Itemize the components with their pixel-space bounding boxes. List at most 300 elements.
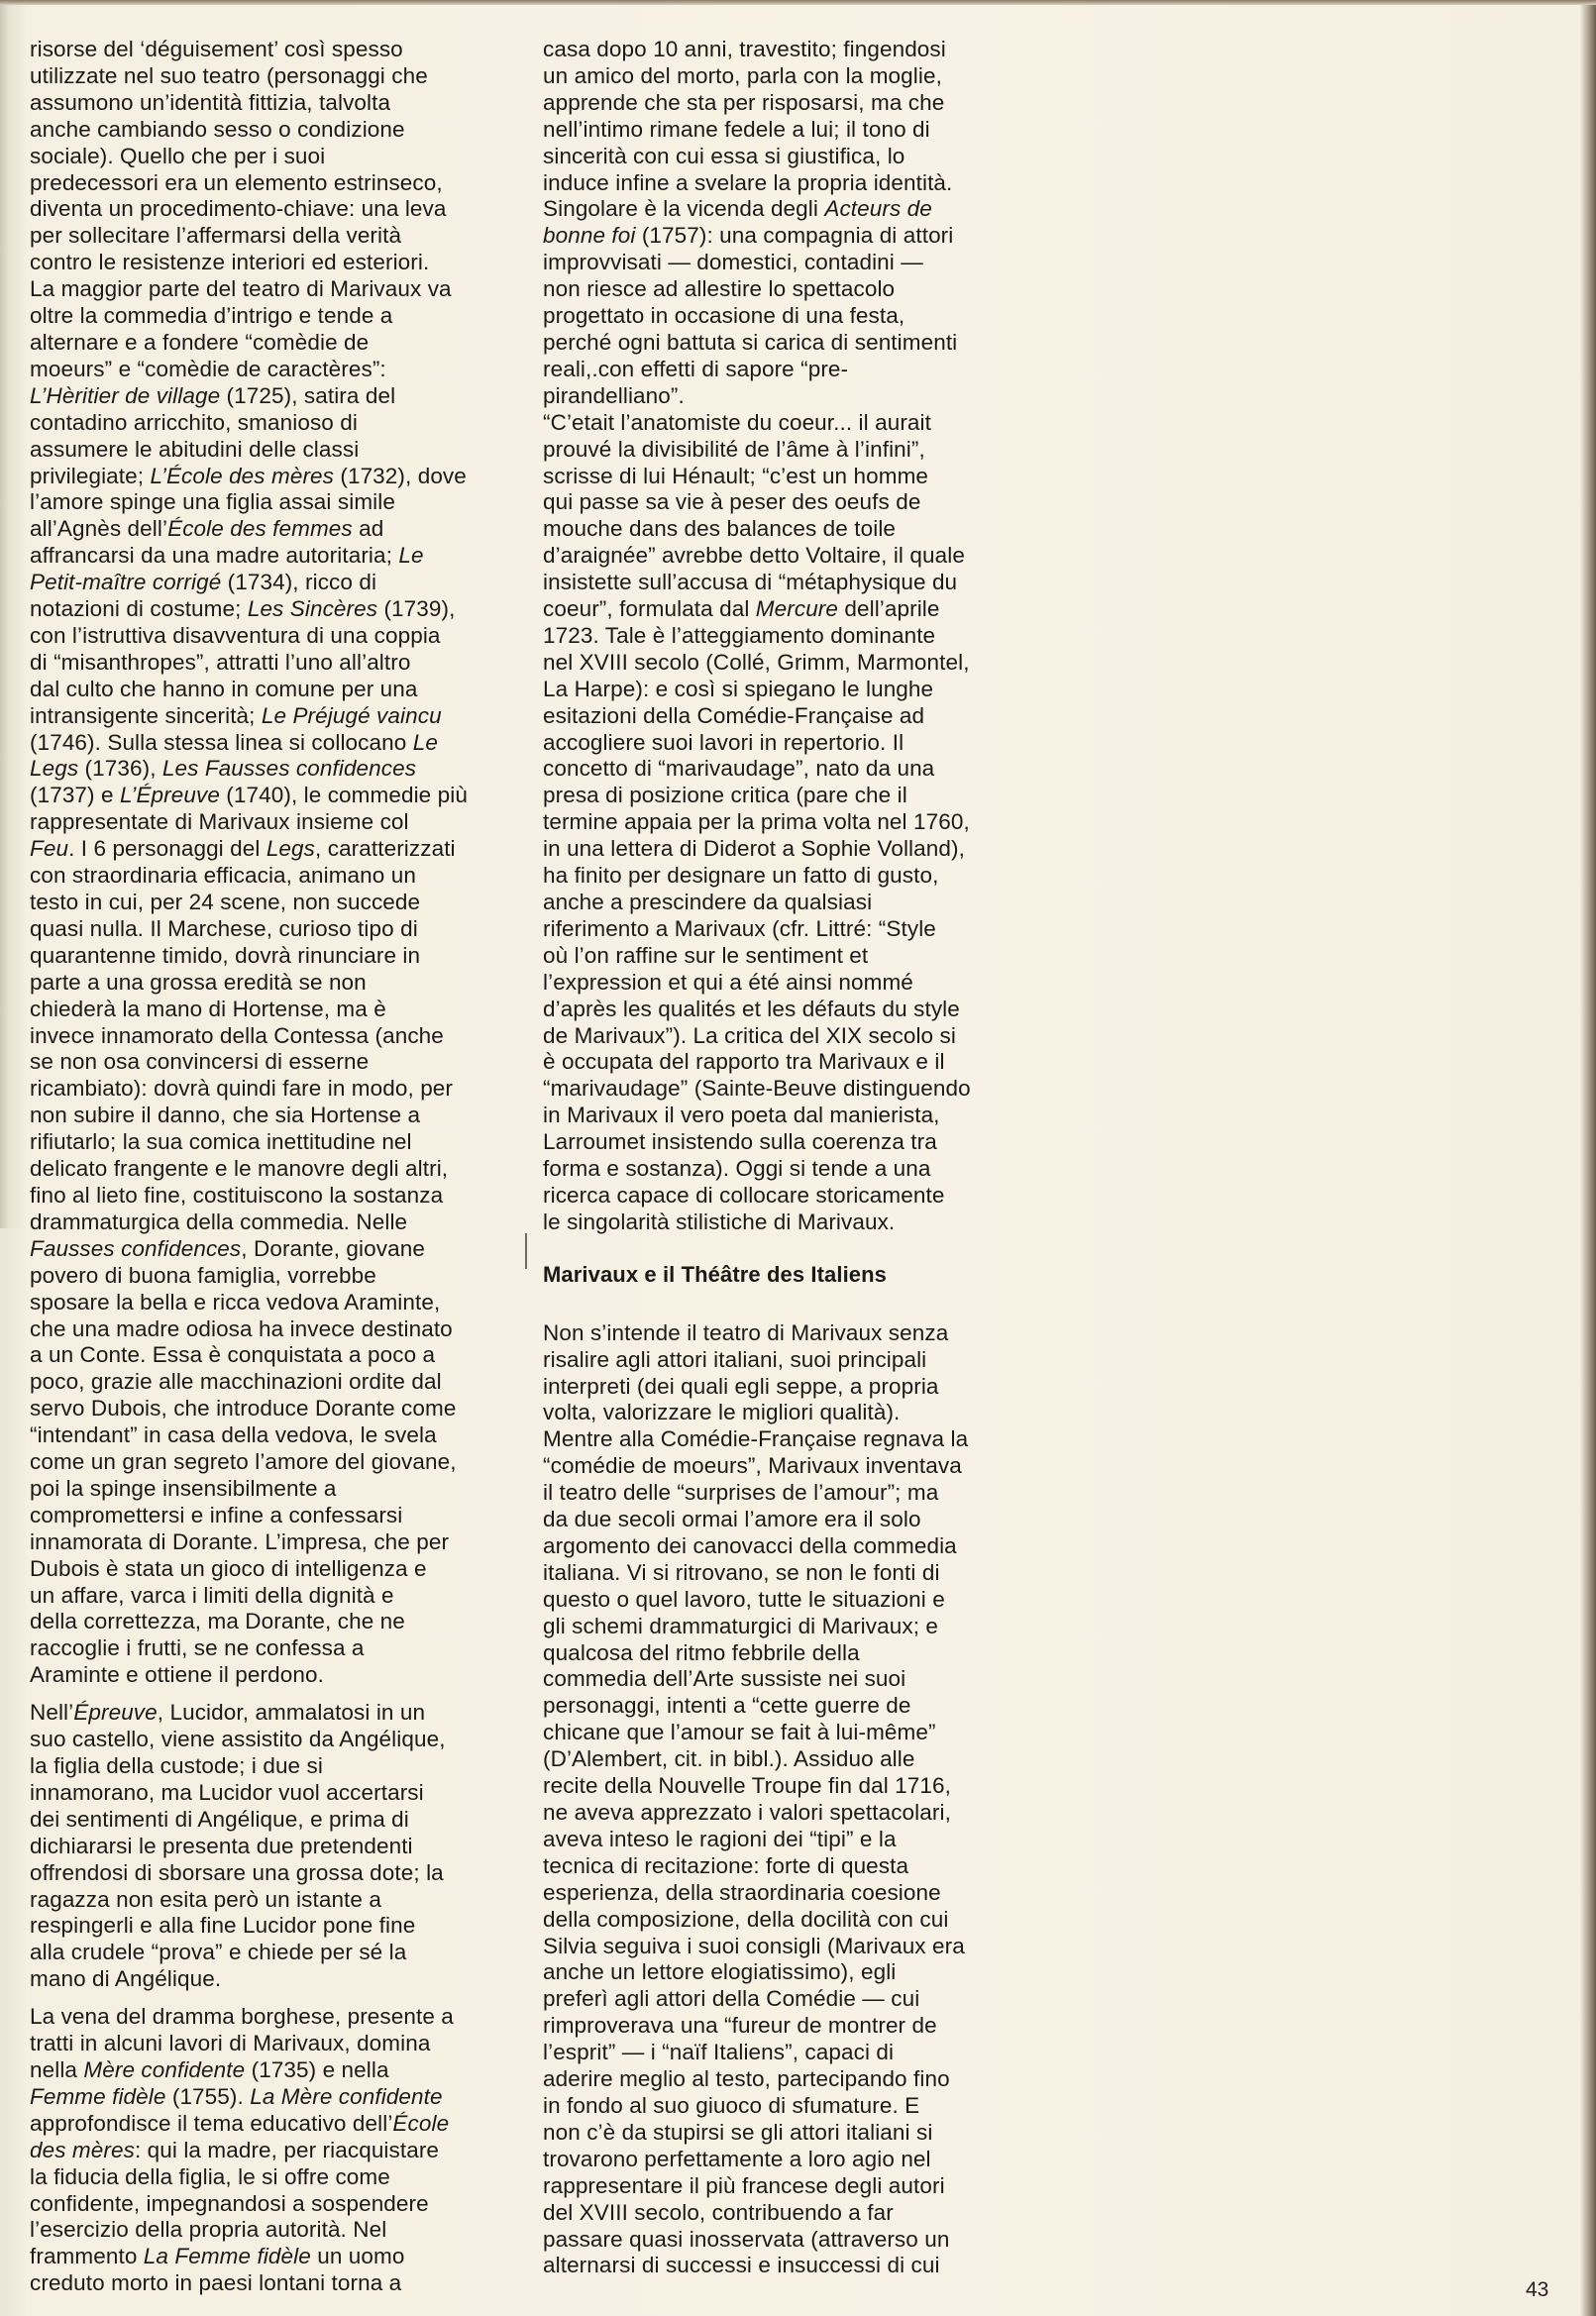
text-line bbox=[30, 1780, 515, 1807]
text-run: se non osa convincersi di esserne bbox=[30, 1049, 370, 1075]
italic-title: Le bbox=[398, 543, 424, 569]
text-line bbox=[30, 783, 515, 809]
text-line bbox=[543, 997, 1028, 1023]
italic-title: Petit-maître corrigé bbox=[30, 570, 222, 595]
text-run: testo in cui, per 24 scene, non succede bbox=[30, 890, 421, 914]
text-line bbox=[30, 1476, 515, 1503]
text-run: apprende che sta per risposarsi, ma che bbox=[543, 89, 945, 115]
text-run: innamorata di Dorante. L’impresa, che per bbox=[30, 1528, 450, 1554]
text-line bbox=[543, 170, 1028, 197]
text-line bbox=[30, 1396, 515, 1422]
text-line bbox=[543, 330, 1028, 357]
text-run: ha finito per designare un fatto di gusto, bbox=[543, 863, 939, 889]
italic-title: Feu bbox=[30, 836, 69, 862]
text-line bbox=[30, 63, 515, 90]
text-run: poco, grazie alle macchinazioni ordite dal bbox=[30, 1369, 442, 1395]
text-run: , caratterizzati bbox=[315, 836, 456, 862]
text-run: creduto morto in paesi lontani torna a bbox=[30, 2270, 402, 2296]
text-run: trovarono perfettamente a loro agio nel bbox=[543, 2146, 931, 2171]
text-run: con l’istruttiva disavventura di una coppia bbox=[30, 622, 441, 648]
text-line bbox=[30, 357, 515, 383]
text-run: “comédie de moeurs”, Marivaux inventava bbox=[543, 1453, 962, 1479]
text-run: Nell’ bbox=[30, 1700, 74, 1726]
text-run: innamorano, ma Lucidor vuol accertarsi bbox=[30, 1779, 424, 1805]
text-line bbox=[30, 2244, 515, 2270]
text-line bbox=[30, 276, 515, 303]
text-line bbox=[30, 1807, 515, 1834]
text-run: La maggior parte del teatro di Marivaux va bbox=[30, 276, 452, 302]
text-run: confidente, impegnandosi a sospendere bbox=[30, 2190, 429, 2216]
text-line bbox=[543, 1614, 1028, 1640]
text-line bbox=[30, 1449, 515, 1476]
text-line bbox=[30, 863, 515, 890]
text-run: intransigente sincerità; bbox=[30, 702, 262, 728]
text-run: scrisse di lui Hénault; “c’est un homme bbox=[543, 463, 929, 488]
text-run: italiana. Vi si ritrovano, se non le fonti di bbox=[543, 1559, 940, 1585]
text-run: assumere le abitudini delle classi bbox=[30, 436, 360, 462]
text-run: insistette sull’accusa di “métaphysique du bbox=[543, 570, 958, 595]
text-run: non riesce ad allestire lo spettacolo bbox=[543, 276, 896, 302]
text-line bbox=[30, 2084, 515, 2111]
italic-title: École bbox=[392, 2110, 450, 2136]
text-line bbox=[30, 1076, 515, 1103]
text-line bbox=[30, 703, 515, 730]
text-run: dichiararsi le presenta due pretendenti bbox=[30, 1833, 413, 1858]
italic-title: L’Hèritier de village bbox=[30, 382, 221, 408]
text-line bbox=[543, 2227, 1028, 2254]
text-line bbox=[30, 1236, 515, 1263]
text-line bbox=[30, 1422, 515, 1449]
italic-title: L’École des mères bbox=[150, 463, 335, 488]
text-line bbox=[30, 2057, 515, 2084]
text-line bbox=[543, 809, 1028, 836]
text-run: Mentre alla Comédie-Française regnava la bbox=[543, 1426, 969, 1452]
text-run: l’esercizio della propria autorità. Nel bbox=[30, 2217, 387, 2243]
text-run: quasi nulla. Il Marchese, curioso tipo di bbox=[30, 915, 418, 941]
text-line bbox=[30, 1290, 515, 1316]
text-line bbox=[543, 570, 1028, 596]
text-run: risorse del ‘déguisement’ così spesso bbox=[30, 37, 403, 61]
text-line bbox=[30, 90, 515, 117]
paragraph bbox=[30, 1700, 515, 1993]
text-run: le singolarità stilistiche di Marivaux. bbox=[543, 1209, 896, 1234]
text-line bbox=[30, 1609, 515, 1635]
text-run: anche a prescindere da qualsiasi bbox=[543, 890, 873, 914]
text-line bbox=[543, 916, 1028, 943]
text-run: . I 6 personaggi del bbox=[68, 836, 266, 862]
text-line bbox=[543, 1587, 1028, 1614]
text-run: sociale). Quello che per i suoi bbox=[30, 143, 326, 168]
text-run: l’esprit” — i “naïf Italiens”, capaci di bbox=[543, 2040, 895, 2065]
text-run: della composizione, della docilità con cui bbox=[543, 1906, 949, 1932]
text-line bbox=[543, 196, 1028, 223]
text-run: progettato in occasione di una festa, bbox=[543, 303, 905, 329]
text-run: dell’aprile bbox=[838, 596, 940, 622]
text-run: notazioni di costume; bbox=[30, 596, 248, 622]
text-run: rappresentare il più francese degli autori bbox=[543, 2172, 945, 2198]
italic-title: Les Sincères bbox=[247, 596, 378, 622]
text-line bbox=[543, 1853, 1028, 1880]
italic-title: Legs bbox=[30, 756, 79, 782]
text-line bbox=[543, 117, 1028, 144]
text-line bbox=[30, 2111, 515, 2138]
text-line bbox=[30, 890, 515, 916]
binding-gutter-shadow bbox=[0, 1228, 26, 2316]
text-run: personaggi, intenti a “cette guerre de bbox=[543, 1693, 911, 1719]
text-line bbox=[543, 1453, 1028, 1480]
text-run: come un gran segreto l’amore del giovane, bbox=[30, 1449, 457, 1475]
italic-title: bonne foi bbox=[543, 223, 636, 249]
text-line bbox=[543, 1800, 1028, 1827]
text-line bbox=[30, 623, 515, 650]
text-line bbox=[543, 2120, 1028, 2147]
text-run: : qui la madre, per riacquistare bbox=[134, 2137, 440, 2162]
text-line bbox=[543, 464, 1028, 490]
italic-title: Mercure bbox=[755, 596, 839, 622]
text-run: rifiutarlo; la sua comica inettitudine nel bbox=[30, 1129, 412, 1155]
text-line bbox=[30, 1753, 515, 1780]
text-line bbox=[30, 1210, 515, 1236]
text-run: ricerca capace di collocare storicamente bbox=[543, 1182, 945, 1208]
text-run: (1725), satira del bbox=[220, 382, 396, 408]
text-run: oltre la commedia d’intrigo e tende a bbox=[30, 303, 393, 329]
text-line bbox=[543, 890, 1028, 916]
italic-title: Fausses confidences bbox=[30, 1235, 242, 1261]
text-line bbox=[30, 1700, 515, 1727]
text-line bbox=[543, 1103, 1028, 1129]
text-line bbox=[543, 863, 1028, 890]
text-run: termine appaia per la prima volta nel 1760, bbox=[543, 809, 970, 835]
section-heading: Marivaux e il Théâtre des Italiens bbox=[543, 1261, 887, 1287]
text-run: di “misanthropes”, attratti l’uno all’altro bbox=[30, 649, 411, 675]
text-run: l’amore spinge una figlia assai simile bbox=[30, 489, 395, 515]
text-run: invece innamorato della Contessa (anche bbox=[30, 1022, 444, 1048]
text-run: (1755). bbox=[165, 2083, 251, 2109]
text-run: chiederà la mano di Hortense, ma è bbox=[30, 996, 386, 1021]
text-run: per sollecitare l’affermarsi della verità bbox=[30, 223, 402, 249]
text-line bbox=[30, 489, 515, 516]
text-line bbox=[30, 1834, 515, 1860]
text-run: nella bbox=[30, 2056, 84, 2082]
text-line bbox=[543, 2013, 1028, 2040]
text-run: la fiducia della figlia, le si offre come bbox=[30, 2163, 390, 2189]
text-line bbox=[543, 303, 1028, 330]
text-run: recite della Nouvelle Troupe fin dal 1716, bbox=[543, 1773, 951, 1799]
text-run: interpreti (dei quali egli seppe, a propria bbox=[543, 1373, 939, 1399]
text-line bbox=[30, 330, 515, 357]
text-run: rimproverava una “fureur de montrer de bbox=[543, 2013, 937, 2039]
text-run: chicane que l’amour se fait à lui-même” bbox=[543, 1720, 936, 1745]
text-line bbox=[543, 1907, 1028, 1934]
text-run: all’Agnès dell’ bbox=[30, 516, 168, 542]
text-line bbox=[543, 1773, 1028, 1800]
text-line bbox=[543, 1986, 1028, 2013]
text-run: diventa un procedimento-chiave: una leva bbox=[30, 196, 447, 222]
text-run: assumono un’identità fittizia, talvolta bbox=[30, 89, 391, 115]
text-line bbox=[543, 1507, 1028, 1533]
text-line bbox=[30, 117, 515, 144]
text-run: reali,.con effetti di sapore “pre- bbox=[543, 356, 849, 381]
text-run: prouvé la divisibilité de l’âme à l’infini”, bbox=[543, 436, 925, 462]
text-line bbox=[30, 1662, 515, 1689]
text-run: presa di posizione critica (pare che il bbox=[543, 783, 907, 808]
text-run: offrendosi di sborsare una grossa dote; la bbox=[30, 1859, 444, 1885]
text-run: parte a una grossa eredità se non bbox=[30, 969, 367, 995]
paragraph-gap bbox=[30, 1993, 515, 2004]
text-run: ne aveva apprezzato i valori spettacolari, bbox=[543, 1800, 951, 1825]
text-line bbox=[543, 437, 1028, 464]
text-run: rappresentate di Marivaux insieme col bbox=[30, 809, 409, 835]
text-run: (1740), le commedie più bbox=[219, 783, 468, 808]
text-run: Larroumet insistendo sulla coerenza tra bbox=[543, 1129, 937, 1155]
text-line bbox=[543, 144, 1028, 170]
text-line bbox=[30, 570, 515, 596]
text-run: (1739), bbox=[377, 596, 456, 622]
text-run: qui passe sa vie à peser des oeufs de bbox=[543, 489, 921, 515]
paragraph bbox=[543, 37, 1028, 1236]
text-line bbox=[543, 623, 1028, 650]
italic-title: Le Préjugé vaincu bbox=[261, 702, 442, 728]
text-line bbox=[30, 1887, 515, 1914]
text-line bbox=[543, 1183, 1028, 1210]
text-run: anche cambiando sesso o condizione bbox=[30, 116, 405, 142]
text-line bbox=[543, 90, 1028, 117]
text-run: “intendant” in casa della vedova, le svela bbox=[30, 1422, 437, 1448]
text-line bbox=[543, 1049, 1028, 1076]
text-line bbox=[543, 1400, 1028, 1426]
paragraph-gap bbox=[30, 1689, 515, 1700]
text-run: dei sentimenti di Angélique, e prima di bbox=[30, 1806, 409, 1832]
text-run: moeurs” e “comèdie de caractères”: bbox=[30, 356, 386, 381]
text-run: Singolare è la vicenda degli bbox=[543, 196, 825, 222]
text-run: contadino arricchito, smanioso di bbox=[30, 409, 358, 435]
text-line bbox=[543, 1210, 1028, 1236]
text-run: predecessori era un elemento estrinseco, bbox=[30, 169, 443, 195]
text-run: forma e sostanza). Oggi si tende a una bbox=[543, 1156, 931, 1182]
text-line bbox=[543, 836, 1028, 863]
text-run: il teatro delle “surprises de l’amour”; ma bbox=[543, 1480, 939, 1506]
text-run: compromettersi e infine a confessarsi bbox=[30, 1502, 403, 1527]
text-run: , Dorante, giovane bbox=[241, 1235, 425, 1261]
text-run: esperienza, della straordinaria coesione bbox=[543, 1879, 941, 1905]
text-run: è occupata del rapporto tra Marivaux e il bbox=[543, 1049, 945, 1075]
text-run: (1734), ricco di bbox=[221, 570, 377, 595]
text-run: perché ogni battuta si carica di sentimenti bbox=[543, 329, 958, 355]
text-run: con straordinaria efficacia, animano un bbox=[30, 863, 416, 889]
text-run: (1736), bbox=[78, 756, 162, 782]
text-line bbox=[30, 596, 515, 623]
text-run: (D’Alembert, cit. in bibl.). Assiduo alle bbox=[543, 1746, 915, 1772]
text-run: sincerità con cui essa si giustifica, lo bbox=[543, 143, 905, 168]
text-run: del XVIII secolo, contribuendo a far bbox=[543, 2199, 894, 2225]
italic-title: Femme fidèle bbox=[30, 2083, 166, 2109]
text-run: concetto di “marivaudage”, nato da una bbox=[543, 756, 935, 782]
text-run: affrancarsi da una madre autoritaria; bbox=[30, 543, 399, 569]
paragraph bbox=[30, 37, 515, 1689]
text-line bbox=[543, 1023, 1028, 1050]
text-line bbox=[543, 783, 1028, 809]
text-line bbox=[543, 1129, 1028, 1156]
text-run: d’après les qualités et les défauts du style bbox=[543, 996, 960, 1021]
text-line bbox=[543, 1880, 1028, 1907]
text-run: ad bbox=[352, 516, 384, 542]
page-top-edge bbox=[0, 0, 1596, 5]
text-run: alternare e a fondere “comèdie de bbox=[30, 329, 370, 355]
text-line bbox=[543, 677, 1028, 703]
italic-title: Acteurs de bbox=[824, 196, 932, 222]
text-line bbox=[543, 250, 1028, 276]
text-line bbox=[30, 303, 515, 330]
text-line bbox=[30, 1156, 515, 1183]
text-line bbox=[30, 1860, 515, 1887]
text-run: (1746). Sulla stessa linea si collocano bbox=[30, 729, 413, 755]
text-line bbox=[543, 1560, 1028, 1587]
text-line bbox=[543, 1720, 1028, 1746]
text-run: un affare, varca i limiti della dignità e bbox=[30, 1582, 394, 1608]
text-run: da due secoli ormai l’amore era il solo bbox=[543, 1507, 921, 1532]
text-line bbox=[30, 1913, 515, 1940]
text-run: ragazza non esita però un istante a bbox=[30, 1886, 381, 1912]
text-line bbox=[543, 223, 1028, 250]
text-run: induce infine a svelare la propria identità. bbox=[543, 169, 953, 195]
text-line bbox=[30, 2270, 515, 2297]
text-line bbox=[543, 2253, 1028, 2279]
text-run: alla crudele “prova” e chiede per sé la bbox=[30, 1940, 407, 1965]
text-run: volta, valorizzare le migliori qualità). bbox=[543, 1400, 901, 1425]
text-line bbox=[543, 2093, 1028, 2120]
text-run: (1732), dove bbox=[334, 463, 467, 488]
text-run: utilizzate nel suo teatro (personaggi che bbox=[30, 62, 428, 88]
text-line bbox=[30, 1503, 515, 1529]
text-run: mouche dans des balances de toile bbox=[543, 516, 897, 542]
text-line bbox=[30, 1316, 515, 1343]
page-number: 43 bbox=[1526, 2278, 1549, 2301]
text-line bbox=[543, 2147, 1028, 2173]
text-run: Non s’intende il teatro di Marivaux senza bbox=[543, 1319, 949, 1345]
text-line bbox=[543, 1480, 1028, 1507]
italic-title: Mère confidente bbox=[83, 2056, 246, 2082]
text-line bbox=[30, 1103, 515, 1129]
text-line bbox=[30, 997, 515, 1023]
text-run: casa dopo 10 anni, travestito; fingendosi bbox=[543, 37, 946, 61]
text-run: delicato frangente e le manovre degli altri, bbox=[30, 1156, 449, 1182]
text-line bbox=[30, 2004, 515, 2031]
text-run: riferimento a Marivaux (cfr. Littré: “Style bbox=[543, 915, 936, 941]
italic-title: Les Fausses confidences bbox=[161, 756, 417, 782]
text-run: tratti in alcuni lavori di Marivaux, domina bbox=[30, 2031, 431, 2056]
text-line bbox=[543, 1426, 1028, 1453]
text-run: gli schemi drammaturgici di Marivaux; e bbox=[543, 1613, 939, 1638]
text-run: “C’etait l’anatomiste du coeur... il aurait bbox=[543, 409, 931, 435]
text-run: un amico del morto, parla con la moglie, bbox=[543, 62, 942, 88]
text-line bbox=[30, 677, 515, 703]
text-line bbox=[543, 1533, 1028, 1560]
text-line bbox=[30, 1049, 515, 1076]
text-run: Silvia seguiva i suoi consigli (Marivaux era bbox=[543, 1933, 965, 1958]
text-run: a un Conte. Essa è conquistata a poco a bbox=[30, 1342, 436, 1368]
text-run: aderire meglio al testo, partecipando fino bbox=[543, 2066, 950, 2092]
text-run: Araminte e ottiene il perdono. bbox=[30, 1662, 324, 1688]
text-line bbox=[543, 1320, 1028, 1347]
text-line bbox=[543, 703, 1028, 730]
text-line bbox=[543, 543, 1028, 570]
text-line bbox=[543, 1934, 1028, 1960]
left-column bbox=[30, 37, 515, 2297]
text-run: “marivaudage” (Sainte-Beuve distinguendo bbox=[543, 1076, 971, 1102]
text-line bbox=[543, 970, 1028, 997]
text-run: (1757): una compagnia di attori bbox=[635, 223, 954, 249]
italic-title: La Femme fidèle bbox=[143, 2244, 311, 2269]
text-line bbox=[30, 1342, 515, 1369]
text-run: accogliere suoi lavori in repertorio. Il bbox=[543, 729, 904, 755]
text-line bbox=[30, 410, 515, 437]
text-run: argomento dei canovacci della commedia bbox=[543, 1532, 957, 1558]
text-run: non c’è da stupirsi se gli attori italiani si bbox=[543, 2119, 933, 2145]
text-run: suo castello, viene assistito da Angélique, bbox=[30, 1727, 446, 1752]
text-line bbox=[543, 37, 1028, 63]
text-run: , Lucidor, ammalatosi in un bbox=[157, 1700, 426, 1726]
text-line bbox=[543, 1374, 1028, 1401]
text-line bbox=[543, 1666, 1028, 1693]
text-line bbox=[543, 516, 1028, 543]
text-run: respingerli e alla fine Lucidor pone fine bbox=[30, 1913, 416, 1939]
text-run: ricambiato): dovrà quindi fare in modo, per bbox=[30, 1076, 454, 1102]
text-run: quarantenne timido, dovrà rinunciare in bbox=[30, 942, 421, 968]
text-line bbox=[30, 2138, 515, 2164]
right-column-text-before-heading bbox=[543, 37, 1028, 1236]
text-run: La Harpe): e così si spiegano le lunghe bbox=[543, 676, 934, 701]
text-run: in Marivaux il vero poeta dal manierista, bbox=[543, 1103, 940, 1128]
text-line bbox=[30, 1635, 515, 1662]
text-run: improvvisati — domestici, contadini — bbox=[543, 250, 923, 275]
text-line bbox=[30, 1966, 515, 1993]
italic-title: Épreuve bbox=[73, 1700, 158, 1726]
text-run: Dubois è stata un gioco di intelligenza e bbox=[30, 1555, 427, 1581]
text-line bbox=[543, 1156, 1028, 1183]
text-line bbox=[543, 1693, 1028, 1720]
text-line bbox=[543, 2200, 1028, 2227]
text-line bbox=[543, 276, 1028, 303]
text-run: approfondisce il tema educativo dell’ bbox=[30, 2110, 393, 2136]
text-run: poi la spinge insensibilmente a bbox=[30, 1475, 337, 1501]
text-run: alternarsi di successi e insuccessi di cui bbox=[543, 2253, 940, 2278]
italic-title: des mères bbox=[30, 2137, 135, 2162]
text-run: d’araignée” avrebbe detto Voltaire, il quale bbox=[543, 543, 965, 569]
text-run: passare quasi inosservata (attraverso un bbox=[543, 2226, 950, 2252]
text-run: anche un lettore elogiatissimo), egli bbox=[543, 1959, 897, 1985]
text-run: 1723. Tale è l’atteggiamento dominante bbox=[543, 622, 936, 648]
text-line bbox=[30, 650, 515, 677]
text-line bbox=[543, 2066, 1028, 2093]
text-line bbox=[30, 196, 515, 223]
text-line bbox=[30, 2164, 515, 2191]
text-run: coeur”, formulata dal bbox=[543, 596, 756, 622]
text-run: où l’on raffine sur le sentiment et bbox=[543, 942, 869, 968]
text-run: de Marivaux”). La critica del XIX secolo si bbox=[543, 1022, 956, 1048]
text-run: della correttezza, ma Dorante, che ne bbox=[30, 1609, 405, 1634]
text-run: (1735) e nella bbox=[245, 2056, 389, 2082]
text-run: nel XVIII secolo (Collé, Grimm, Marmontel, bbox=[543, 649, 970, 675]
text-line bbox=[543, 650, 1028, 677]
text-line bbox=[543, 1959, 1028, 1986]
text-line bbox=[30, 1369, 515, 1396]
text-run: risalire agli attori italiani, suoi principali bbox=[543, 1346, 927, 1372]
text-run: aveva inteso le ragioni dei “tipi” e la bbox=[543, 1826, 897, 1851]
text-run: fino al lieto fine, costituiscono la sostanza bbox=[30, 1182, 444, 1208]
text-line bbox=[30, 809, 515, 836]
italic-title: Le bbox=[412, 729, 438, 755]
text-run: qualcosa del ritmo febbrile della bbox=[543, 1639, 860, 1665]
